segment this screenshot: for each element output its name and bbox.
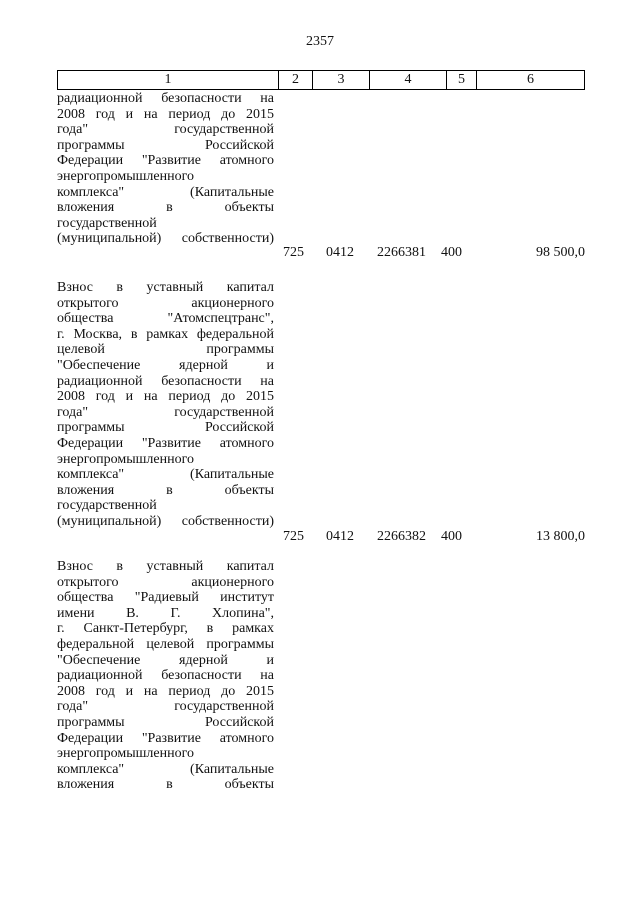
description-line: вложения в объекты — [57, 200, 274, 216]
row-description — [57, 559, 274, 793]
description-line: Федерации "Развитие атомного — [57, 435, 274, 451]
description-line: открытого акционерного — [57, 574, 274, 590]
description-line: Федерации "Развитие атомного — [57, 730, 274, 746]
description-line: 2008 год и на период до 2015 — [57, 683, 274, 699]
description-line: "Обеспечение ядерной и — [57, 357, 274, 373]
description-line: "Обеспечение ядерной и — [57, 652, 274, 668]
description-line: имени В. Г. Хлопина", — [57, 605, 274, 621]
description-line: Федерации "Развитие атомного — [57, 153, 274, 169]
column-header-3: 3 — [313, 71, 370, 89]
description-line: (муниципальной) собственности) — [57, 513, 274, 529]
description-line: г. Санкт-Петербург, в рамках — [57, 621, 274, 637]
description-line: радиационной безопасности на — [57, 373, 274, 389]
column-header-6: 6 — [527, 72, 534, 87]
column-header-1: 1 — [58, 71, 279, 89]
description-line: Взнос в уставный капитал — [57, 559, 274, 574]
description-line: 2008 год и на период до 2015 — [57, 106, 274, 122]
description-line: общества "Атомспецтранс", — [57, 311, 274, 327]
description-line: комплекса" (Капитальные — [57, 761, 274, 777]
description-line: целевой программы — [57, 342, 274, 358]
expense-type-code: 400 — [441, 245, 462, 260]
description-line: энергопромышленного — [57, 451, 194, 467]
description-line: программы Российской — [57, 420, 274, 436]
row-description — [57, 280, 274, 530]
description-line: энергопромышленного — [57, 746, 194, 762]
row-description — [57, 91, 274, 247]
target-article-code: 2266381 — [377, 245, 426, 260]
description-line: года" государственной — [57, 699, 274, 715]
description-line: года" государственной — [57, 404, 274, 420]
description-line: государственной — [57, 215, 157, 231]
gov-code: 725 — [283, 245, 304, 260]
description-line: вложения в объекты — [57, 777, 274, 793]
column-header-row — [57, 70, 585, 90]
description-line: открытого акционерного — [57, 295, 274, 311]
description-line: радиационной безопасности на — [57, 91, 274, 106]
description-line: 2008 год и на период до 2015 — [57, 389, 274, 405]
expense-type-code: 400 — [441, 529, 462, 544]
amount: 98 500,0 — [536, 245, 585, 260]
gov-code: 725 — [283, 529, 304, 544]
section-code: 0412 — [326, 245, 354, 260]
description-line: программы Российской — [57, 714, 274, 730]
target-article-code: 2266382 — [377, 529, 426, 544]
description-line: года" государственной — [57, 122, 274, 138]
description-line: радиационной безопасности на — [57, 668, 274, 684]
description-line: комплекса" (Капитальные — [57, 467, 274, 483]
description-line: общества "Радиевый институт — [57, 590, 274, 606]
description-line: г. Москва, в рамках федеральной — [57, 326, 274, 342]
section-code: 0412 — [326, 529, 354, 544]
description-line: (муниципальной) собственности) — [57, 231, 274, 247]
description-line: федеральной целевой программы — [57, 636, 274, 652]
description-line: программы Российской — [57, 137, 274, 153]
column-header-4: 4 — [370, 71, 447, 89]
column-header-5: 5 — [447, 71, 477, 89]
description-line: энергопромышленного — [57, 168, 194, 184]
description-line: вложения в объекты — [57, 482, 274, 498]
column-header-2: 2 — [279, 71, 313, 89]
description-line: Взнос в уставный капитал — [57, 280, 274, 295]
page-number: 2357 — [306, 34, 334, 49]
description-line: государственной — [57, 498, 157, 514]
amount: 13 800,0 — [536, 529, 585, 544]
description-line: комплекса" (Капитальные — [57, 184, 274, 200]
